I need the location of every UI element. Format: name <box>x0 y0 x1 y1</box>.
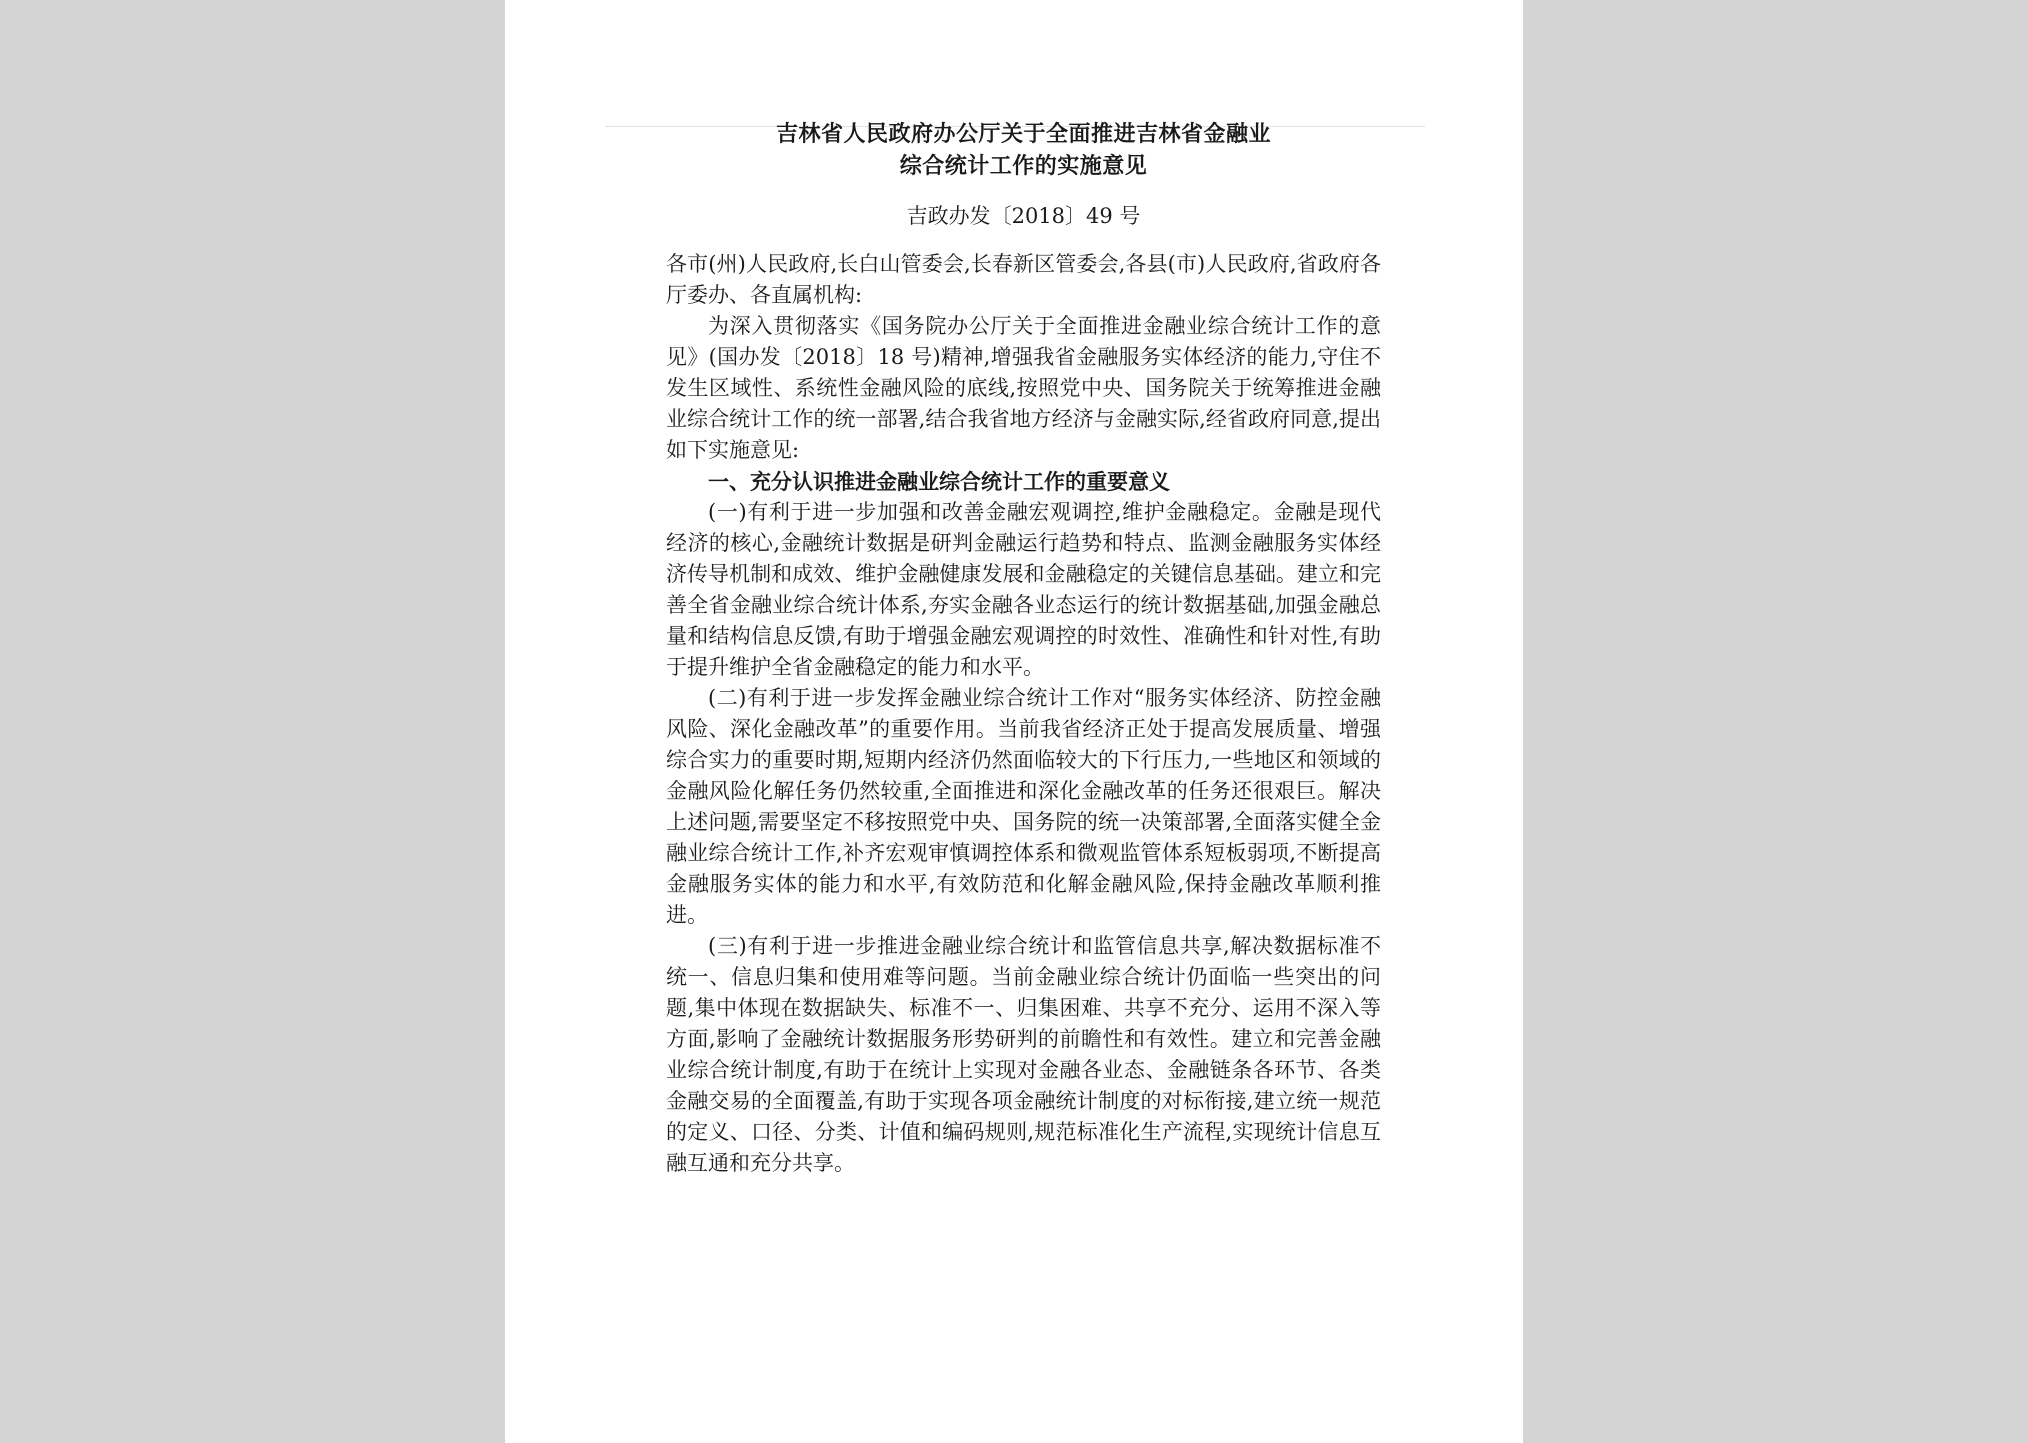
document-number: 吉政办发〔2018〕49 号 <box>906 204 1141 228</box>
document-body <box>666 249 1381 1179</box>
section-heading-1: 一、充分认识推进金融业综合统计工作的重要意义 <box>708 469 1170 494</box>
title-line-2: 综合统计工作的实施意见 <box>899 153 1148 179</box>
paragraph-item-1: (一)有利于进一步加强和改善金融宏观调控,维护金融稳定。金融是现代经济的核心,金融统计数据是研判金融运行趋势和特点、监测金融服务实体经济传导机制和成效、维护金融健康发展和金融稳定的关键信息基础。建立和完善全省金融业综合统计体系,夯实金融各业态运行的统计数据基础,加强金融总量和结构信息反馈,有助于增强金融宏观调控的时效性、准确性和针对性,有助于提升维护全省金融稳定的能力和水平。 <box>666 500 1381 679</box>
paragraph-item-3: (三)有利于进一步推进金融业综合统计和监管信息共享,解决数据标准不统一、信息归集和使用难等问题。当前金融业综合统计仍面临一些突出的问题,集中体现在数据缺失、标准不一、归集困难、共享不充分、运用不深入等方面,影响了金融统计数据服务形势研判的前瞻性和有效性。建立和完善金融业综合统计制度,有助于在统计上实现对金融各业态、金融链条各环节、各类金融交易的全面覆盖,有助于实现各项金融统计制度的对标衔接,建立统一规范的定义、口径、分类、计值和编码规则,规范标准化生产流程,实现统计信息互融互通和充分共享。 <box>666 934 1381 1175</box>
document-title <box>666 118 1381 182</box>
paragraph-item-2: (二)有利于进一步发挥金融业综合统计工作对“服务实体经济、防控金融风险、深化金融改革”的重要作用。当前我省经济正处于提高发展质量、增强综合实力的重要时期,短期内经济仍然面临较大的下行压力,一些地区和领域的金融风险化解任务仍然较重,全面推进和深化金融改革的任务还很艰巨。解决上述问题,需要坚定不移按照党中央、国务院的统一决策部署,全面落实健全金融业综合统计工作,补齐宏观审慎调控体系和微观监管体系短板弱项,不断提高金融服务实体的能力和水平,有效防范和化解金融风险,保持金融改革顺利推进。 <box>666 686 1381 927</box>
document-content <box>666 118 1381 1179</box>
document-page <box>505 0 1523 1443</box>
title-line-1: 吉林省人民政府办公厅关于全面推进吉林省金融业 <box>775 121 1271 147</box>
addressee: 各市(州)人民政府,长白山管委会,长春新区管委会,各县(市)人民政府,省政府各厅委办、各直属机构: <box>666 252 1381 307</box>
intro-paragraph: 为深入贯彻落实《国务院办公厅关于全面推进金融业综合统计工作的意见》(国办发〔2018〕18 号)精神,增强我省金融服务实体经济的能力,守住不发生区域性、系统性金融风险的底线,按照党中央、国务院关于统筹推进金融业综合统计工作的统一部署,结合我省地方经济与金融实际,经省政府同意,提出如下实施意见: <box>666 314 1381 462</box>
